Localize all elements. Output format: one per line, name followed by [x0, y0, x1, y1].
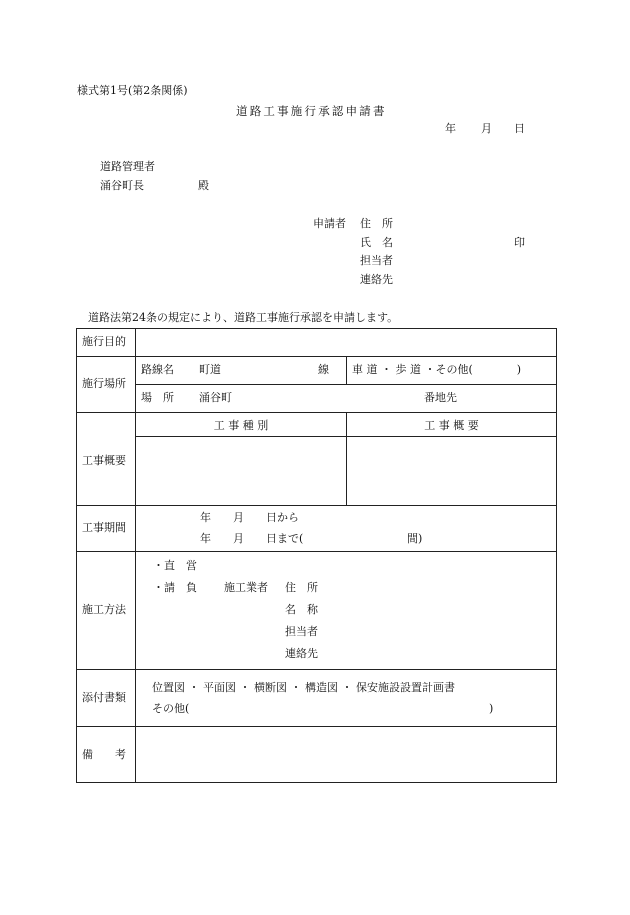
- work-summary-field[interactable]: [347, 437, 556, 505]
- addressee-road-manager: 道路管理者: [100, 160, 155, 173]
- method-contract: ・請 負: [153, 581, 197, 594]
- method-direct: ・直 営: [153, 559, 197, 572]
- date-year-label: 年: [445, 122, 456, 135]
- work-type-field[interactable]: [136, 437, 346, 505]
- route-label: 路線名: [141, 363, 174, 376]
- document-title: 道路工事施行承認申請書: [236, 104, 387, 118]
- purpose-field[interactable]: [136, 329, 556, 356]
- period-days: 間): [407, 532, 423, 545]
- remarks-label: 備 考: [82, 748, 126, 761]
- applicant-label: 申請者: [313, 217, 346, 230]
- addressee-mayor: 涌谷町長: [100, 179, 144, 192]
- period-label: 工事期間: [82, 521, 126, 534]
- route-suffix: 線: [318, 363, 329, 376]
- place-town: 涌谷町: [199, 391, 232, 404]
- purpose-label: 施行目的: [82, 335, 126, 348]
- overview-label: 工事概要: [82, 454, 126, 467]
- attachments-list: 位置図 ・ 平面図 ・ 横断図 ・ 構造図 ・ 保安施設設置計画書: [152, 681, 455, 694]
- period-from: 年 月 日から: [200, 511, 299, 524]
- applicant-address-label: 住 所: [360, 217, 393, 230]
- form-number: 様式第1号(第2条関係): [77, 84, 188, 97]
- date-day-label: 日: [514, 122, 525, 135]
- contractor-address-label: 住 所: [285, 581, 318, 594]
- contractor-label: 施工業者: [224, 581, 268, 594]
- applicant-name-label: 氏 名: [360, 236, 393, 249]
- period-to: 年 月 日まで(: [200, 532, 304, 545]
- route-town-road: 町道: [199, 363, 221, 376]
- place-suffix: 番地先: [424, 391, 457, 404]
- remarks-field[interactable]: [136, 727, 556, 782]
- location-label: 施行場所: [82, 377, 126, 390]
- attachments-label: 添付書類: [82, 691, 126, 704]
- attachments-other-close: ): [489, 702, 494, 715]
- applicant-contact-label: 連絡先: [360, 273, 393, 286]
- contractor-staff-label: 担当者: [285, 625, 318, 638]
- applicant-staff-label: 担当者: [360, 254, 393, 267]
- attachments-other: その他(: [152, 702, 190, 715]
- work-summary-header: 工 事 概 要: [424, 418, 479, 432]
- place-label: 場 所: [141, 391, 174, 404]
- contractor-contact-label: 連絡先: [285, 647, 318, 660]
- addressee-honorific: 殿: [198, 179, 209, 192]
- applicant-seal-mark: 印: [514, 236, 525, 249]
- lane-options: 車 道 ・ 歩 道 ・その他( ): [352, 363, 522, 376]
- date-month-label: 月: [481, 122, 492, 135]
- method-label: 施工方法: [82, 603, 126, 616]
- work-type-header: 工 事 種 別: [213, 418, 269, 432]
- contractor-name-label: 名 称: [285, 603, 318, 616]
- intro-text: 道路法第24条の規定により、道路工事施行承認を申請します。: [88, 311, 399, 324]
